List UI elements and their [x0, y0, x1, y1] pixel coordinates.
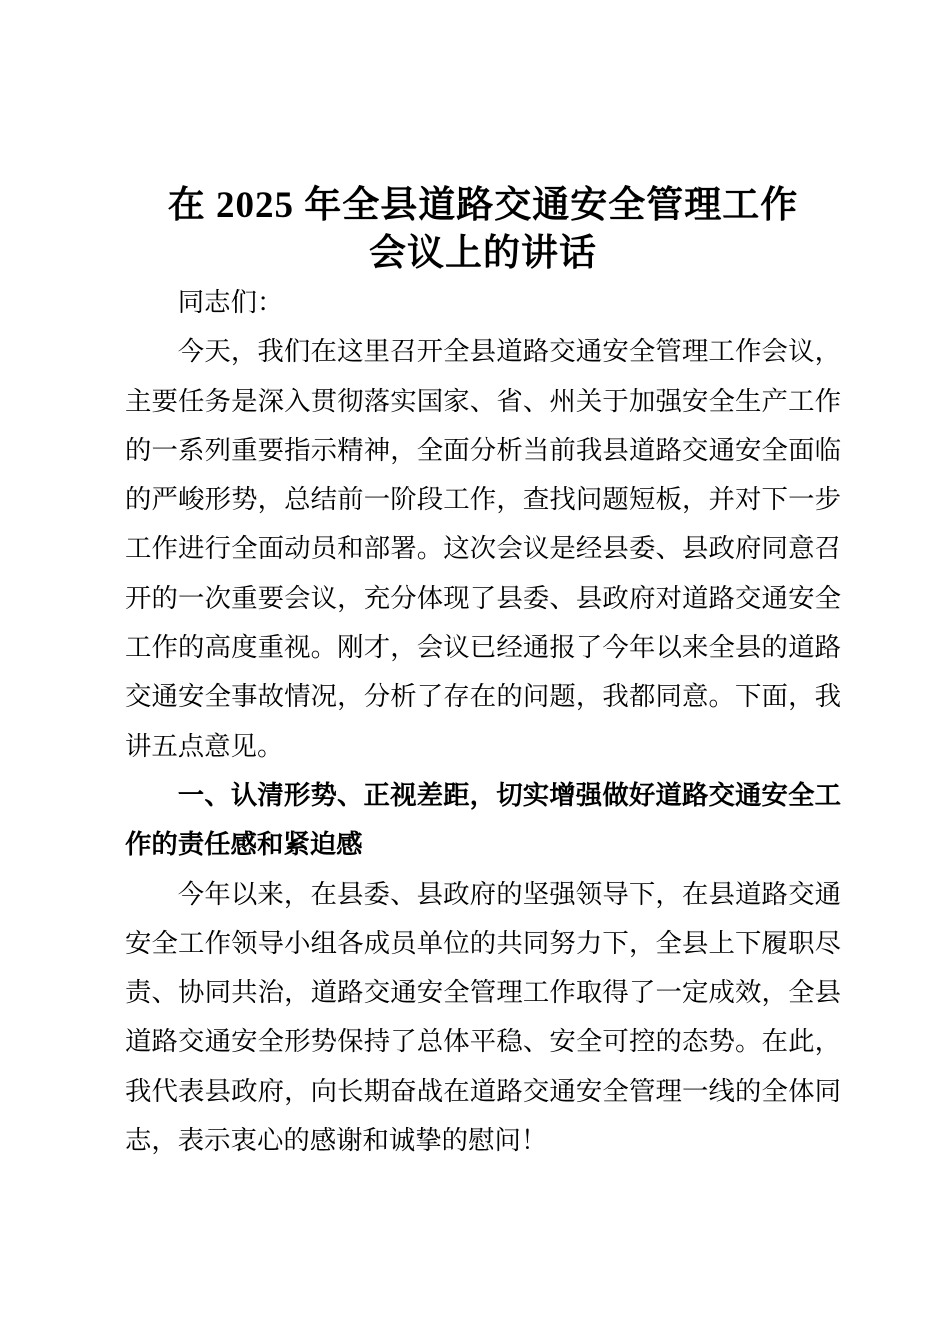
- section-1-paragraph: 今年以来，在县委、县政府的坚强领导下，在县道路交通安全工作领导小组各成员单位的共同努力下，全县上下履职尽责、协同共治，道路交通安全管理工作取得了一定成效，全县道路交通安全形势保持了总体平稳、安全可控的态势。在此，我代表县政府，向长期奋战在道路交通安全管理一线的全体同志，表示衷心的感谢和诚挚的慰问！: [125, 878, 841, 1156]
- document-title-line-2: 会议上的讲话: [369, 233, 597, 274]
- opening-paragraph: 今天，我们在这里召开全县道路交通安全管理工作会议，主要任务是深入贯彻落实国家、省、州关于加强安全生产工作的一系列重要指示精神，全面分析当前我县道路交通安全面临的严峻形势，总结前一阶段工作，查找问题短板，并对下一步工作进行全面动员和部署。这次会议是经县委、县政府同意召开的一次重要会议，充分体现了县委、县政府对道路交通安全工作的高度重视。刚才，会议已经通报了今年以来全县的道路交通安全事故情况，分析了存在的问题，我都同意。下面，我讲五点意见。: [125, 336, 841, 761]
- document-title-line-1: 在 2025 年全县道路交通安全管理工作: [167, 185, 799, 226]
- section-1-heading: 一、认清形势、正视差距，切实增强做好道路交通安全工作的责任感和紧迫感: [125, 779, 841, 860]
- document-title: [125, 182, 841, 278]
- salutation: 同志们：: [177, 287, 284, 317]
